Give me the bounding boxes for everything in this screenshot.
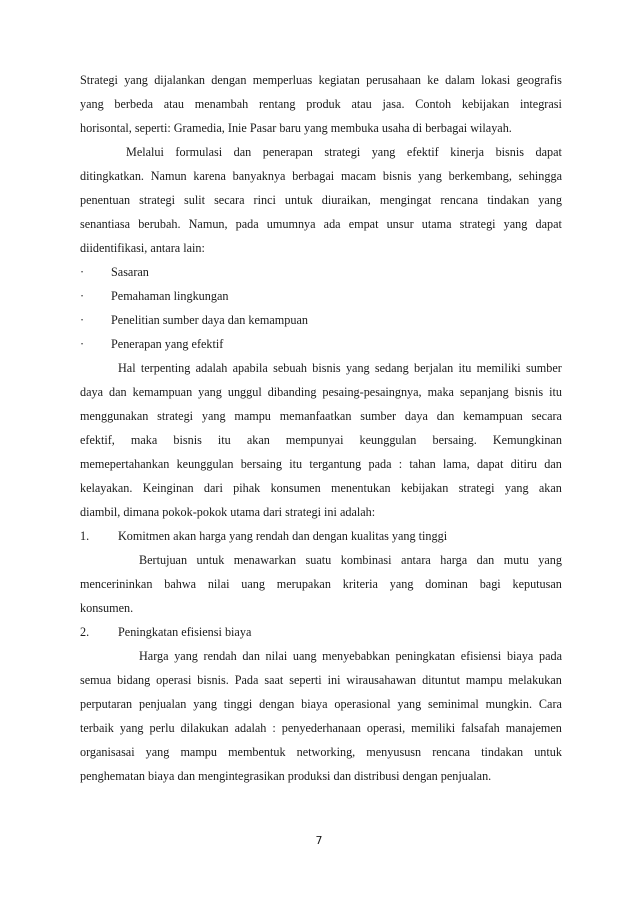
word: berjalan [414,361,454,375]
word: tindakan [481,745,524,759]
word: menyebabkan [322,649,390,663]
text-line [80,692,562,716]
word: networking, [296,745,356,759]
word: maka [427,385,454,399]
word: umumnya [266,217,316,231]
word: saat [264,673,284,687]
word: operasi [156,673,192,687]
word: kebijakan [461,97,510,111]
word: bidang [117,673,151,687]
word: pada [368,457,392,471]
text-line [80,164,562,188]
word: dituntut [422,673,460,687]
word: menyususn [366,745,422,759]
word: kombinasi [340,553,392,567]
word: dari [203,481,223,495]
word: produk [306,97,341,111]
word: ditiru [510,457,537,471]
item-text: Peningkatan efisiensi biaya [118,625,252,639]
text-line [80,428,562,452]
word: pada [235,217,259,231]
word: yang [145,745,170,759]
word: memiliki [476,361,521,375]
word: perputaran [80,697,133,711]
word: biaya [506,649,534,663]
item-text: Komitmen akan harga yang rendah dan dengan kualitas yang tinggi [118,529,448,543]
word: semua [80,673,112,687]
word: yang [538,193,562,207]
word: bagi [479,577,501,591]
word: utama [421,217,452,231]
word: berkembang, [448,169,512,183]
word: penyederhanaan [281,721,361,735]
word: : [398,457,403,471]
text-line [80,212,562,236]
word: macam [340,169,377,183]
word: yang [198,385,222,399]
bullet-text: Pemahaman lingkungan [111,289,229,303]
word: operasi, [366,721,406,735]
word: bersaing. [432,433,477,447]
bullet-marker: · [80,313,85,327]
word: yang [174,649,198,663]
word: strategi [157,409,194,423]
word: rendah [203,649,237,663]
word: Kemungkinan [492,433,562,447]
word: geografis [516,73,562,87]
word: bisnis [495,145,525,159]
word: organisasai [80,745,135,759]
bullet-marker: · [80,265,85,279]
word: wirausahawan [346,673,417,687]
item-number: 1. [80,529,90,543]
text-line [80,68,562,92]
word: yang [371,145,396,159]
word: kegiatan [318,73,360,87]
word: operasional [334,697,391,711]
word: bersaing [240,457,282,471]
word: falsafah [461,721,500,735]
word: yang [201,409,226,423]
word: merupakan [276,577,331,591]
word: yang [389,577,414,591]
word: rentang [258,97,296,111]
text-line [80,380,562,404]
word: uang [292,649,317,663]
text-line [80,740,562,764]
word: sulit [184,193,206,207]
numbered-item [80,620,562,644]
word: rencana [432,745,471,759]
word: Namun [150,169,187,183]
word: sumber [525,361,562,375]
word: nilai [265,649,288,663]
word: atau [163,97,185,111]
word: yang [119,721,144,735]
word: berubah. [138,217,181,231]
word: yang [504,481,529,495]
word: dan [436,409,455,423]
word: itu [217,433,231,447]
word: lokasi [481,73,511,87]
word: yang [345,361,370,375]
word: dapat [535,145,562,159]
word: manajemen [505,721,562,735]
word: strategi [458,481,495,495]
text-line: penghematan biaya dan mengintegrasikan produksi dan distribusi dengan penjualan. [80,769,492,783]
word: memepertahankan [80,457,170,471]
word: penerapan [262,145,313,159]
word: pesaing-pesaingnya, [322,385,422,399]
word: Bertujuan [139,553,188,567]
word: akan [538,481,562,495]
word: antara [401,553,431,567]
word: tergantung [309,457,362,471]
word: dibanding [267,385,317,399]
word: perusahaan [366,73,421,87]
bullet-text: Penerapan yang efektif [111,337,224,351]
word: sepanjang [459,385,509,399]
word: dengan [259,697,295,711]
word: strategi [139,193,175,207]
word: Strategi [80,73,118,87]
word: senantiasa [80,217,131,231]
word: tindakan [487,193,530,207]
text-line [80,92,562,116]
word: dapat [535,217,562,231]
word: berbagai [292,169,335,183]
word: untuk [196,553,225,567]
word: unggul [227,385,262,399]
word: Cara [538,697,562,711]
bullet-item [80,332,562,356]
word: efektif, [80,433,115,447]
word: empat [348,217,379,231]
bullet-item [80,308,562,332]
word: tahan [409,457,436,471]
word: Keinginan [142,481,194,495]
word: nilai [207,577,230,591]
word: yang [124,73,148,87]
word: karena [193,169,226,183]
word: terbaik [80,721,114,735]
word: atau [351,97,372,111]
text-line [80,716,562,740]
word: : [272,721,276,735]
word: melakukan [508,673,562,687]
word: secara [531,409,562,423]
word: bisnis [382,169,412,183]
word: Pada [234,673,259,687]
text-line: diidentifikasi, antara lain: [80,241,205,255]
word: dan [109,385,127,399]
text-line: diambil, dimana pokok-pokok utama dari strategi ini adalah: [80,505,376,519]
word: rencana [440,193,479,207]
bullet-text: Penelitian sumber daya dan kemampuan [111,313,308,327]
word: harga [440,553,468,567]
word: yang [418,169,442,183]
word: mengingat [379,193,432,207]
word: rinci [253,193,276,207]
word: strategi [459,217,496,231]
word: Hal [118,361,136,375]
word: mampu [180,745,217,759]
word: menambah [194,97,249,111]
word: berbeda [114,97,153,111]
bullet-item [80,260,562,284]
word: mampu [234,409,271,423]
word: uang [241,577,265,591]
word: menentukan [331,481,391,495]
text-line [80,452,562,476]
word: tinggi [223,697,253,711]
word: bisnis. [197,673,229,687]
word: Melalui [126,145,164,159]
word: yang [80,97,104,111]
word: formulasi [175,145,223,159]
word: bisnis [173,433,202,447]
word: banyaknya [232,169,286,183]
word: sehingga [518,169,562,183]
word: dapat [476,457,504,471]
word: konsumen [270,481,321,495]
word: keputusan [512,577,562,591]
word: kelayakan. [80,481,133,495]
word: sebuah [273,361,307,375]
page-body [80,68,562,788]
text-line: horisontal, seperti: Gramedia, Inie Pasar baru yang membuka usaha di berbagai wilayah. [80,121,512,135]
word: perlu [149,721,175,735]
text-line [80,140,562,164]
word: kemampuan [132,385,193,399]
word: yang [538,553,562,567]
word: Contoh [415,97,452,111]
word: pihak [233,481,261,495]
word: penjualan [138,697,187,711]
word: efektif [406,145,439,159]
word: yang [503,217,528,231]
word: bisnis [312,361,341,375]
text-line [80,356,562,380]
word: unsur [386,217,414,231]
word: akan [246,433,270,447]
word: dan [544,457,562,471]
word: bahwa [164,577,197,591]
word: dan [476,553,495,567]
word: terpenting [140,361,191,375]
word: dominan [425,577,468,591]
text-line [80,404,562,428]
word: strategi [324,145,361,159]
bullet-marker: · [80,337,85,351]
word: itu [549,385,562,399]
text-line [80,476,562,500]
word: diuraikan, [321,193,371,207]
word: integrasi [519,97,562,111]
word: sumber [360,409,397,423]
word: itu [458,361,472,375]
word: mungkin. [485,697,533,711]
bullet-item [80,284,562,308]
word: memiliki [411,721,456,735]
numbered-item [80,524,562,548]
word: ditingkatkan. [80,169,144,183]
word: keunggulan [359,433,417,447]
text-line [80,188,562,212]
word: dilakukan [180,721,229,735]
word: Namun, [188,217,228,231]
word: ke [427,73,439,87]
text-line [80,668,562,692]
word: seperti [289,673,322,687]
word: sedang [374,361,409,375]
word: bisnis [514,385,544,399]
word: mampu [465,673,503,687]
page-number: 7 [315,834,323,847]
word: penentuan [80,193,131,207]
word: menawarkan [233,553,297,567]
word: maka [130,433,158,447]
word: biaya [301,697,328,711]
word: daya [80,385,104,399]
word: peningkatan [395,649,456,663]
text-line [80,572,562,596]
word: Harga [139,649,169,663]
word: yang [193,697,217,711]
word: keunggulan [176,457,234,471]
text-line [80,644,562,668]
word: jasa. [382,97,405,111]
item-number: 2. [80,625,90,639]
word: efisiensi [460,649,502,663]
word: dan [242,649,260,663]
bullet-text: Sasaran [111,265,149,279]
word: kebijakan [400,481,449,495]
word: ini [327,673,341,687]
word: pada [538,649,562,663]
word: mutu [503,553,529,567]
word: suatu [305,553,332,567]
word: kriteria [342,577,378,591]
word: untuk [284,193,313,207]
word: adalah [234,721,267,735]
word: menggunakan [80,409,149,423]
word: dijalankan [154,73,205,87]
word: daya [404,409,428,423]
bullet-marker: · [80,289,85,303]
word: mencerininkan [80,577,153,591]
word: adalah [195,361,228,375]
word: kemampuan [463,409,523,423]
word: secara [214,193,245,207]
word: membentuk [228,745,286,759]
text-line [80,548,562,572]
word: untuk [534,745,562,759]
word: memanfaatkan [279,409,352,423]
word: kinerja [450,145,485,159]
word: apabila [232,361,268,375]
text-line: konsumen. [80,601,134,615]
word: dengan [211,73,247,87]
word: itu [289,457,303,471]
word: ada [323,217,341,231]
word: mempunyai [285,433,344,447]
word: seminimal [428,697,479,711]
word: dalam [445,73,475,87]
word: yang [397,697,422,711]
word: memperluas [252,73,313,87]
word: lama, [442,457,470,471]
word: dan [233,145,252,159]
